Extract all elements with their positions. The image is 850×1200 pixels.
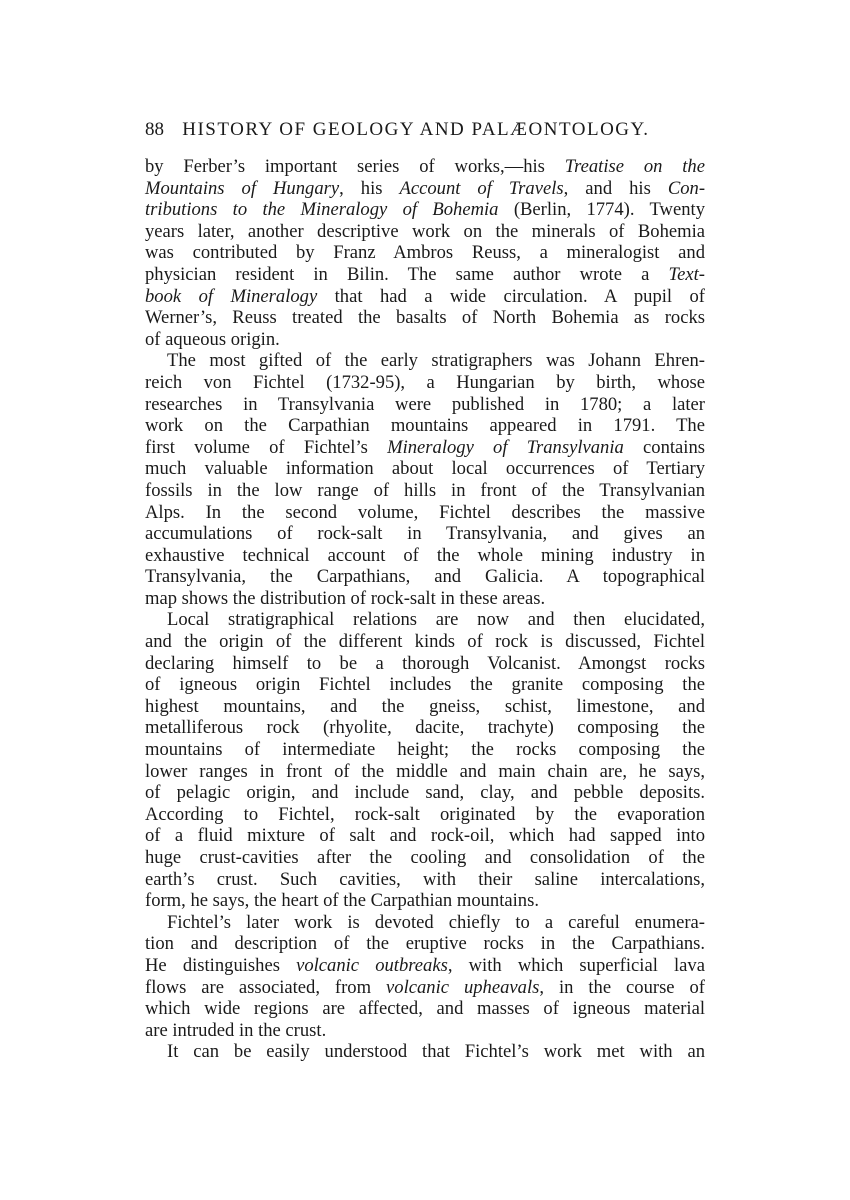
text-segment: much valuable information about local occurrences of Tertiary (145, 458, 705, 480)
text-line (145, 437, 705, 459)
italic-title-text: book of Mineralogy (145, 285, 318, 307)
text-segment: metalliferous rock (rhyolite, dacite, trachyte) composing the (145, 717, 705, 739)
text-line (145, 609, 705, 631)
text-line (145, 933, 705, 955)
text-segment: , in the course of (539, 976, 706, 998)
text-line (145, 372, 705, 394)
text-line (145, 178, 705, 200)
text-line (145, 782, 705, 804)
text-line (145, 545, 705, 567)
text-line (145, 329, 705, 351)
text-segment: huge crust-cavities after the cooling and consolidation of the (145, 847, 705, 868)
italic-title-text: Text- (668, 263, 705, 285)
body-text (145, 156, 705, 1063)
text-segment: years later, another descriptive work on the minerals of Bohemia (145, 220, 705, 242)
text-segment: declaring himself to be a thorough Volcanist. Amongst rocks (145, 652, 705, 674)
running-title: HISTORY OF GEOLOGY AND PALÆONTOLOGY. (182, 119, 650, 140)
text-segment: (Berlin, 1774). Twenty (498, 199, 705, 221)
text-segment: exhaustive technical account of the whole mining industry in (145, 544, 705, 566)
text-segment: which wide regions are affected, and masses of igneous material (145, 998, 705, 1020)
text-line (145, 415, 705, 437)
text-segment: of igneous origin Fichtel includes the granite composing the (145, 674, 705, 696)
text-line (145, 523, 705, 545)
text-segment: , his (339, 177, 400, 199)
text-segment: was contributed by Franz Ambros Reuss, a mineralogist and (145, 242, 705, 264)
text-line (145, 696, 705, 718)
text-segment: by Ferber’s important series of works,—his (145, 156, 565, 177)
italic-title-text: Treatise on the (564, 156, 705, 177)
text-segment: Transylvania, the Carpathians, and Galicia. A topographical (145, 566, 705, 588)
italic-title-text: Mineralogy of Transylvania (387, 436, 624, 458)
text-segment: of aqueous origin. (145, 328, 280, 350)
text-segment: that had a wide circulation. A pupil of (317, 285, 705, 307)
text-line (145, 566, 705, 588)
text-segment: He distinguishes (145, 954, 297, 976)
text-segment: of pelagic origin, and include sand, clay, and pebble deposits. (145, 782, 705, 804)
text-line (145, 502, 705, 524)
text-segment: lower ranges in front of the middle and main chain are, he says, (145, 760, 705, 782)
text-segment: map shows the distribution of rock-salt in these areas. (145, 587, 546, 609)
text-segment: , with which superficial lava (447, 954, 705, 976)
italic-title-text: volcanic outbreaks (296, 954, 448, 976)
text-line (145, 156, 705, 178)
text-segment: are intruded in the crust. (145, 1019, 327, 1041)
text-segment: researches in Transylvania were published in 1780; a later (145, 393, 705, 415)
text-line (145, 653, 705, 675)
text-segment: flows are associated, from (145, 976, 387, 998)
text-line (145, 739, 705, 761)
italic-title-text: Account of Travels (399, 177, 564, 199)
text-line (145, 674, 705, 696)
text-segment: Alps. In the second volume, Fichtel describes the massive (145, 501, 705, 523)
text-segment: Local stratigraphical relations are now and then elucidated, (167, 609, 705, 631)
text-line (145, 717, 705, 739)
text-segment: first volume of Fichtel’s (145, 436, 388, 458)
text-line (145, 588, 705, 610)
text-segment: physician resident in Bilin. The same author wrote a (145, 263, 669, 285)
italic-title-text: volcanic upheavals (386, 976, 540, 998)
text-line (145, 912, 705, 934)
text-segment: The most gifted of the early stratigraphers was Johann Ehren- (167, 350, 705, 372)
text-segment: work on the Carpathian mountains appeared in 1791. The (145, 415, 705, 437)
text-segment: highest mountains, and the gneiss, schist, limestone, and (145, 695, 705, 717)
text-line (145, 199, 705, 221)
text-segment: reich von Fichtel (1732-95), a Hungarian by birth, whose (145, 371, 705, 393)
italic-title-text: tributions to the Mineralogy of Bohemia (145, 199, 499, 221)
text-line (145, 847, 705, 869)
text-segment: form, he says, the heart of the Carpathian mountains. (145, 890, 539, 912)
italic-title-text: Con- (667, 177, 706, 199)
text-line (145, 242, 705, 264)
text-line (145, 761, 705, 783)
italic-title-text: Mountains of Hungary (145, 177, 340, 199)
text-segment: tion and description of the eruptive rocks in the Carpathians. (145, 933, 705, 955)
text-line (145, 350, 705, 372)
text-segment: Fichtel’s later work is devoted chiefly to a careful enumera- (167, 911, 705, 933)
text-line (145, 955, 705, 977)
text-line (145, 890, 705, 912)
text-segment: mountains of intermediate height; the rocks composing the (145, 739, 705, 761)
text-line (145, 998, 705, 1020)
text-line (145, 458, 705, 480)
text-line (145, 307, 705, 329)
text-line (145, 977, 705, 999)
text-segment: Werner’s, Reuss treated the basalts of North Bohemia as rocks (145, 307, 705, 329)
text-segment: contains (623, 436, 705, 458)
text-line (145, 286, 705, 308)
text-line (145, 1020, 705, 1042)
text-line (145, 1041, 705, 1063)
text-segment: and the origin of the different kinds of rock is discussed, Fichtel (145, 631, 705, 653)
text-line (145, 804, 705, 826)
text-line (145, 264, 705, 286)
text-line (145, 480, 705, 502)
text-line (145, 394, 705, 416)
text-segment: of a fluid mixture of salt and rock-oil, which had sapped into (145, 825, 705, 847)
text-segment: fossils in the low range of hills in front of the Transylvanian (145, 479, 705, 501)
text-segment: It can be easily understood that Fichtel’s work met with an (167, 1041, 705, 1063)
text-line (145, 825, 705, 847)
text-segment: earth’s crust. Such cavities, with their saline intercalations, (145, 868, 705, 890)
running-head (145, 118, 705, 142)
text-line (145, 221, 705, 243)
text-line (145, 631, 705, 653)
text-line (145, 869, 705, 891)
text-segment: accumulations of rock-salt in Transylvania, and gives an (145, 523, 705, 545)
text-segment: , and his (563, 177, 668, 199)
page-number: 88 (145, 119, 164, 140)
text-segment: According to Fichtel, rock-salt originated by the evaporation (145, 803, 705, 825)
